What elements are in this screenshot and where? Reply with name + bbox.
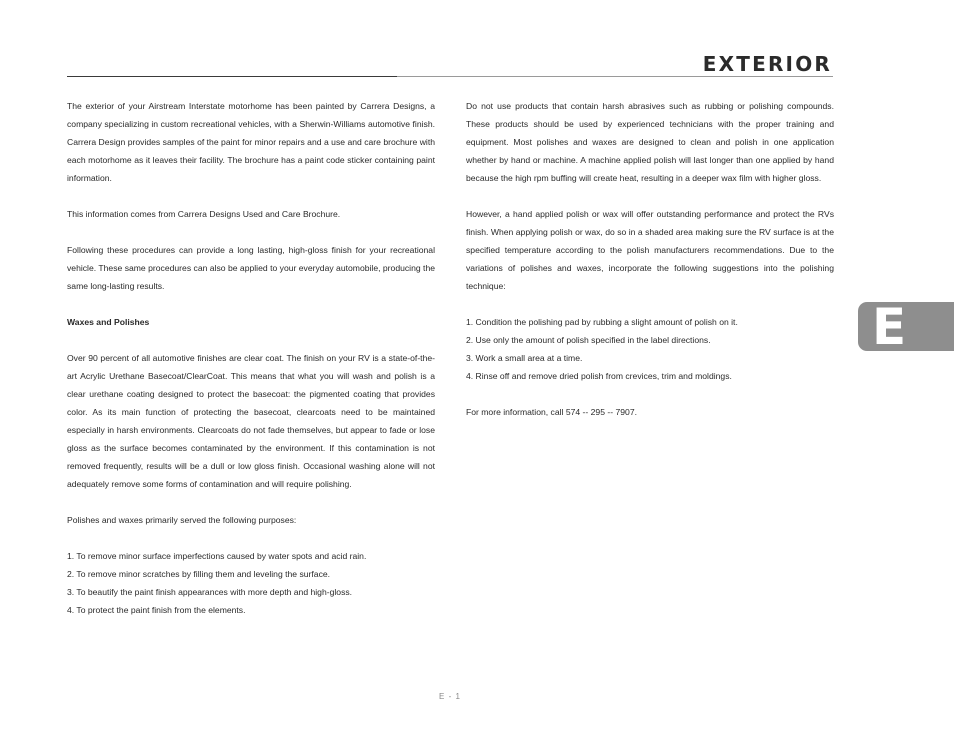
section-tab bbox=[858, 298, 954, 356]
page-number: E - 1 bbox=[439, 692, 461, 701]
abrasives-paragraph: Do not use products that contain harsh abrasives such as rubbing or polishing compounds. These products should be used by experienced technicians with the proper training and equipment. Most polishes and waxes are designed to clean and polish in one application whether by hand or machine. A machine applied polish will last longer than one applied by hand because the high rpm buffing will create heat, resulting in a deeper wax film with higher gloss. bbox=[466, 101, 834, 183]
purposes-list bbox=[67, 547, 435, 619]
header-divider bbox=[67, 76, 833, 77]
procedures-paragraph: Following these procedures can provide a long lasting, high-gloss finish for your recreational vehicle. These same procedures can also be applied to your everyday automobile, producing the same long-lasting results. bbox=[67, 245, 435, 291]
intro-paragraph: The exterior of your Airstream Interstate motorhome has been painted by Carrera Designs, a company specializing in custom recreational vehicles, with a Sherwin-Williams automotive finish. Carrera Design provides samples of the paint for minor repairs and a use and care brochure with each motorhome as it leaves their facility. The brochure has a paint code sticker containing paint information. bbox=[67, 101, 435, 183]
page-title: EXTERIOR bbox=[702, 52, 832, 76]
clearcoat-paragraph: Over 90 percent of all automotive finishes are clear coat. The finish on your RV is a state-of-the-art Acrylic Urethane Basecoat/ClearCoat. This means that what you will wash and polish is a clear urethane coating designed to protect the basecoat: the pigmented coating that provides color. As its main function of protecting the basecoat, clearcoats need to be maintained especially in harsh environments. Clearcoats do not fade themselves, but appear to fade or lose gloss as the surface becomes contaminated by the environment. If this contamination is not removed frequently, results will be a dull or low gloss finish. Occasional washing alone will not adequately remove some forms of contamination and will require polishing. bbox=[67, 353, 435, 489]
section-tab-letter: E bbox=[872, 298, 907, 356]
list-item: 4. Rinse off and remove dried polish from crevices, trim and moldings. bbox=[466, 371, 732, 381]
purposes-intro: Polishes and waxes primarily served the following purposes: bbox=[67, 515, 297, 525]
list-item: 3. To beautify the paint finish appearances with more depth and high-gloss. bbox=[67, 587, 353, 597]
hand-applied-paragraph: However, a hand applied polish or wax will offer outstanding performance and protect the RVs finish. When applying polish or wax, do so in a shaded area making sure the RV surface is at the specified temperature according to the polish manufacturers recommendations. Due to the variations of polishes and waxes, incorporate the following suggestions into the polishing technique: bbox=[466, 209, 834, 291]
source-paragraph: This information comes from Carrera Designs Used and Care Brochure. bbox=[67, 209, 341, 219]
steps-list bbox=[466, 313, 834, 385]
list-item: 1. To remove minor surface imperfections caused by water spots and acid rain. bbox=[67, 551, 367, 561]
list-item: 4. To protect the paint finish from the elements. bbox=[67, 605, 246, 615]
contact-paragraph: For more information, call 574 -- 295 -- 7907. bbox=[466, 407, 637, 417]
list-item: 2. Use only the amount of polish specified in the label directions. bbox=[466, 335, 711, 345]
list-item: 1. Condition the polishing pad by rubbing a slight amount of polish on it. bbox=[466, 317, 738, 327]
right-column bbox=[466, 97, 834, 439]
left-column bbox=[67, 97, 435, 637]
list-item: 3. Work a small area at a time. bbox=[466, 353, 583, 363]
section-heading: Waxes and Polishes bbox=[67, 317, 150, 327]
list-item: 2. To remove minor scratches by filling them and leveling the surface. bbox=[67, 569, 331, 579]
